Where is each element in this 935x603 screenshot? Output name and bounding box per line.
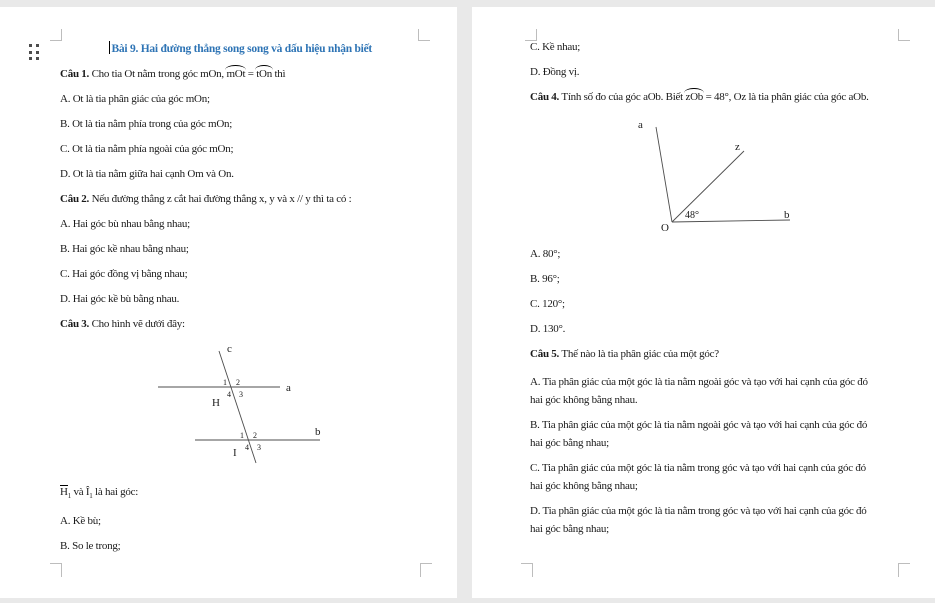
equals-sign: = <box>245 68 257 80</box>
label-48-degrees: 48° <box>685 210 699 221</box>
figure-cau4-svg <box>637 116 837 238</box>
angle-notation-tOn: tOn <box>256 68 272 80</box>
q5-option-d-line2: hai góc bằng nhau; <box>530 523 609 535</box>
question-1 <box>60 68 421 80</box>
subscript-1: 1 <box>89 492 93 501</box>
question-3-text: Cho hình vẽ dưới đây: <box>89 318 185 330</box>
question-2-label: Câu 2. <box>60 193 90 205</box>
label-a: a <box>638 119 643 131</box>
margin-mark-bottom-left <box>50 563 62 577</box>
question-3 <box>60 318 421 330</box>
margin-mark-bottom-right <box>420 563 432 577</box>
q2-option-c: C. Hai góc đồng vị bằng nhau; <box>60 268 188 280</box>
figure-cau3-svg <box>155 343 335 471</box>
label-O: O <box>661 222 669 234</box>
label-z: z <box>735 141 740 153</box>
q4-option-b: B. 96°; <box>530 273 560 285</box>
angle-notation-mOt: mOt <box>226 68 246 80</box>
q3-option-a: A. Kề bù; <box>60 515 101 528</box>
ray-Oa <box>656 127 672 222</box>
q3-option-c: C. Kề nhau; <box>530 41 581 53</box>
label-b: b <box>315 426 321 438</box>
question-5-label: Câu 5. <box>530 348 560 360</box>
question-1-text: Cho tia Ot nằm trong góc mOn, <box>89 68 227 80</box>
q5-option-c <box>530 459 899 495</box>
statement-mid: và <box>70 486 86 498</box>
q4-option-a: A. 80°; <box>530 248 561 260</box>
line-c-transversal <box>219 351 256 463</box>
figure-two-parallel-lines-transversal <box>60 343 421 467</box>
question-2-text: Nếu đường thẳng z cắt hai đường thẳng x, y và x // y thì ta có : <box>89 193 352 205</box>
page-title-text: Bài 9. Hai đường thẳng song song và dấu hiệu nhận biết <box>111 43 373 55</box>
q3-statement <box>60 486 421 502</box>
q5-option-c-line1: C. Tia phân giác của một góc là tia nằm trong góc và tạo với hai cạnh của góc đó <box>530 462 866 474</box>
angle-I3: 3 <box>257 443 261 452</box>
q5-option-b <box>530 416 899 452</box>
question-3-label: Câu 3. <box>60 318 90 330</box>
q5-option-d <box>530 502 899 538</box>
q3-option-b: B. So le trong; <box>60 540 121 553</box>
question-1-label: Câu 1. <box>60 68 90 80</box>
angle-I1: 1 <box>240 431 244 440</box>
document-page-2[interactable] <box>472 7 935 598</box>
question-5 <box>530 348 899 360</box>
page-title <box>60 41 421 55</box>
q2-option-d: D. Hai góc kề bù bằng nhau. <box>60 293 180 305</box>
statement-tail: là hai góc: <box>92 486 139 498</box>
document-page-1[interactable] <box>0 7 457 598</box>
angle-H2: 2 <box>236 378 240 387</box>
label-I: I <box>233 447 237 459</box>
figure-angle-bisector <box>530 116 899 240</box>
angle-notation-zOb: zOb <box>685 91 704 103</box>
angle-H4: 4 <box>227 390 231 399</box>
q4-option-c: C. 120°; <box>530 298 565 310</box>
q5-option-b-line1: B. Tia phân giác của một góc là tia nằm ngoài góc và tạo với hai cạnh của góc đó <box>530 419 868 431</box>
q4-option-d: D. 130°. <box>530 323 566 335</box>
q5-option-a <box>530 373 899 409</box>
margin-mark-top-right <box>418 29 430 41</box>
question-2 <box>60 193 421 205</box>
angle-I4: 4 <box>245 443 249 452</box>
q3-option-d: D. Đồng vị. <box>530 66 580 78</box>
question-1-tail: thì <box>271 68 286 80</box>
subscript-1: 1 <box>67 492 71 501</box>
angle-H3: 3 <box>239 390 243 399</box>
q5-option-c-line2: hai góc không bằng nhau; <box>530 480 638 492</box>
q1-option-a: A. Ot là tia phân giác của góc mOn; <box>60 93 210 105</box>
paragraph-drag-handle-icon[interactable] <box>29 44 39 60</box>
q1-option-c: C. Ot là tia nằm phía ngoài của góc mOn; <box>60 143 234 155</box>
question-4 <box>530 91 899 103</box>
angle-H1-notation: H <box>60 486 68 498</box>
q5-option-b-line2: hai góc bằng nhau; <box>530 437 609 449</box>
q1-option-d: D. Ot là tia nằm giữa hai cạnh Om và On. <box>60 168 234 180</box>
margin-mark-top-right <box>898 29 910 41</box>
margin-mark-bottom-right <box>898 563 910 577</box>
q5-option-a-line1: A. Tia phân giác của một góc là tia nằm ngoài góc và tạo với hai cạnh của góc đó <box>530 376 868 388</box>
label-c: c <box>227 343 232 355</box>
margin-mark-top-left <box>50 29 62 41</box>
margin-mark-top-left <box>525 29 537 41</box>
angle-I2: 2 <box>253 431 257 440</box>
ray-Oz <box>672 151 744 222</box>
q2-option-b: B. Hai góc kề nhau bằng nhau; <box>60 243 189 255</box>
margin-mark-bottom-left <box>521 563 533 577</box>
question-4-text: Tính số đo của góc aOb. Biết <box>559 91 686 103</box>
question-4-label: Câu 4. <box>530 91 560 103</box>
q5-option-d-line1: D. Tia phân giác của một góc là tia nằm trong góc và tạo với hai cạnh của góc đó <box>530 505 867 517</box>
label-b: b <box>784 209 790 221</box>
q1-option-b: B. Ot là tia nằm phía trong của góc mOn; <box>60 118 233 130</box>
angle-H1: 1 <box>223 378 227 387</box>
label-a: a <box>286 382 291 394</box>
angle-I1-notation: Î <box>85 486 90 498</box>
question-4-tail: = 48°, Oz là tia phân giác của góc aOb. <box>703 91 869 103</box>
q5-option-a-line2: hai góc không bằng nhau. <box>530 394 638 406</box>
label-H: H <box>212 397 220 409</box>
question-5-text: Thế nào là tia phân giác của một góc? <box>559 348 719 360</box>
q2-option-a: A. Hai góc bù nhau bằng nhau; <box>60 218 190 230</box>
